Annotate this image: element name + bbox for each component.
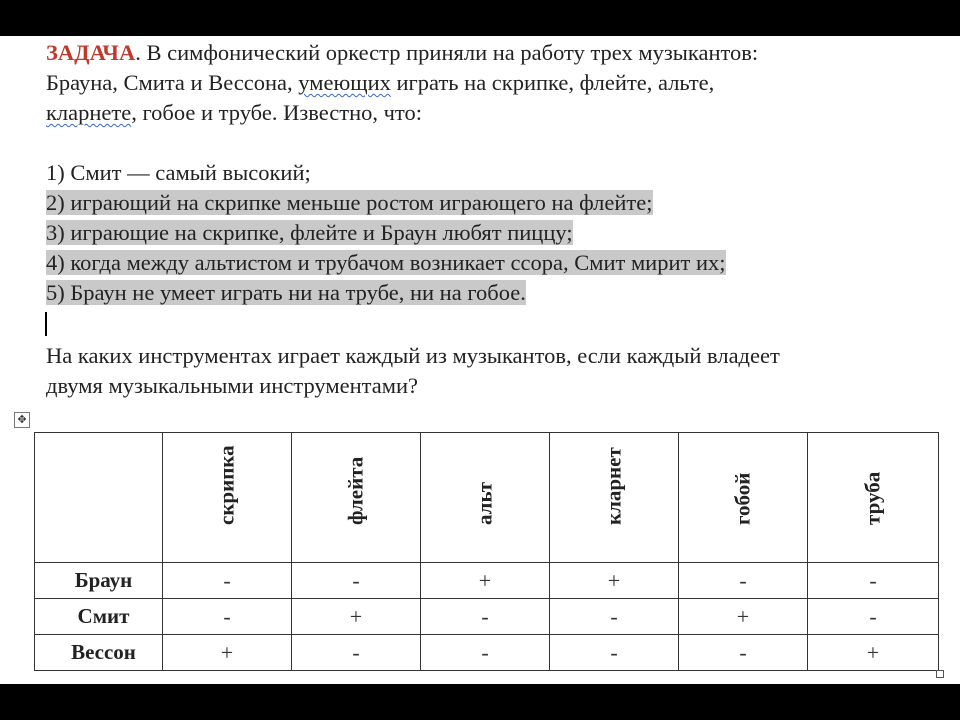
table-cell: + (163, 635, 292, 671)
table-cell: - (679, 635, 808, 671)
table-cell: - (421, 635, 550, 671)
musician-name: Браун (35, 563, 163, 599)
table-cell: + (292, 599, 421, 635)
table-cell: - (163, 563, 292, 599)
instrument-label: флейта (343, 456, 368, 525)
table-row (35, 635, 939, 671)
corner-cell (35, 433, 163, 563)
question (46, 341, 916, 401)
instrument-header (421, 433, 550, 563)
table-cell: - (550, 599, 679, 635)
table-row (35, 599, 939, 635)
instrument-label: скрипка (214, 445, 239, 525)
condition-item (46, 218, 916, 248)
document-page (0, 36, 960, 684)
intro-text-2a: Брауна, Смита и Вессона, (46, 70, 299, 95)
intro-line-2 (46, 68, 916, 98)
condition-text: 4) когда между альтистом и трубачом возникает ссора, Смит мирит их; (46, 250, 726, 275)
table-cell: + (421, 563, 550, 599)
table-cell: - (421, 599, 550, 635)
intro-text-2c: играть на скрипке, флейте, альте, (390, 70, 715, 95)
table-cell: - (550, 635, 679, 671)
table-cell: - (163, 599, 292, 635)
table-cell: + (679, 599, 808, 635)
question-line-2: двумя музыкальными инструментами? (46, 373, 418, 398)
condition-item (46, 248, 916, 278)
text-cursor (45, 312, 47, 336)
instrument-label: труба (860, 471, 885, 525)
problem-intro (46, 38, 916, 128)
table-cell: - (808, 563, 939, 599)
musician-name: Вессон (35, 635, 163, 671)
spellcheck-word[interactable]: кларнете (46, 100, 132, 125)
instrument-header (679, 433, 808, 563)
instrument-label: кларнет (601, 447, 626, 525)
intro-text-1: . В симфонический оркестр приняли на работу трех музыкантов: (135, 40, 759, 65)
problem-title: ЗАДАЧА (46, 40, 136, 65)
table-resize-handle[interactable] (936, 670, 944, 678)
table-move-handle-icon[interactable]: ✥ (14, 412, 30, 428)
intro-line-3 (46, 98, 916, 128)
question-line-1: На каких инструментах играет каждый из музыкантов, если каждый владеет (46, 343, 780, 368)
spellcheck-word[interactable]: умеющих (298, 70, 391, 95)
table-cell: - (679, 563, 808, 599)
condition-item (46, 278, 916, 308)
intro-text-3b: , гобое и трубе. Известно, что: (131, 100, 422, 125)
condition-item (46, 158, 916, 188)
table-cell: - (292, 635, 421, 671)
condition-text: 3) играющие на скрипке, флейте и Браун любят пиццу; (46, 220, 573, 245)
instrument-label: гобой (730, 472, 755, 525)
musician-name: Смит (35, 599, 163, 635)
condition-text: 1) Смит — самый высокий; (46, 160, 311, 185)
table-cell: + (550, 563, 679, 599)
table-cell: + (808, 635, 939, 671)
table-row (35, 563, 939, 599)
table-cell: - (292, 563, 421, 599)
condition-text: 5) Браун не умеет играть ни на трубе, ни на гобое. (46, 280, 526, 305)
solution-table (34, 432, 939, 671)
table-cell: - (808, 599, 939, 635)
condition-item (46, 188, 916, 218)
table-header-row (35, 433, 939, 563)
instrument-header (808, 433, 939, 563)
instrument-label: альт (472, 481, 497, 525)
instrument-header (292, 433, 421, 563)
instrument-header (550, 433, 679, 563)
intro-line-1 (46, 38, 916, 68)
conditions-list (46, 158, 916, 308)
instrument-header (163, 433, 292, 563)
condition-text: 2) играющий на скрипке меньше ростом играющего на флейте; (46, 190, 653, 215)
